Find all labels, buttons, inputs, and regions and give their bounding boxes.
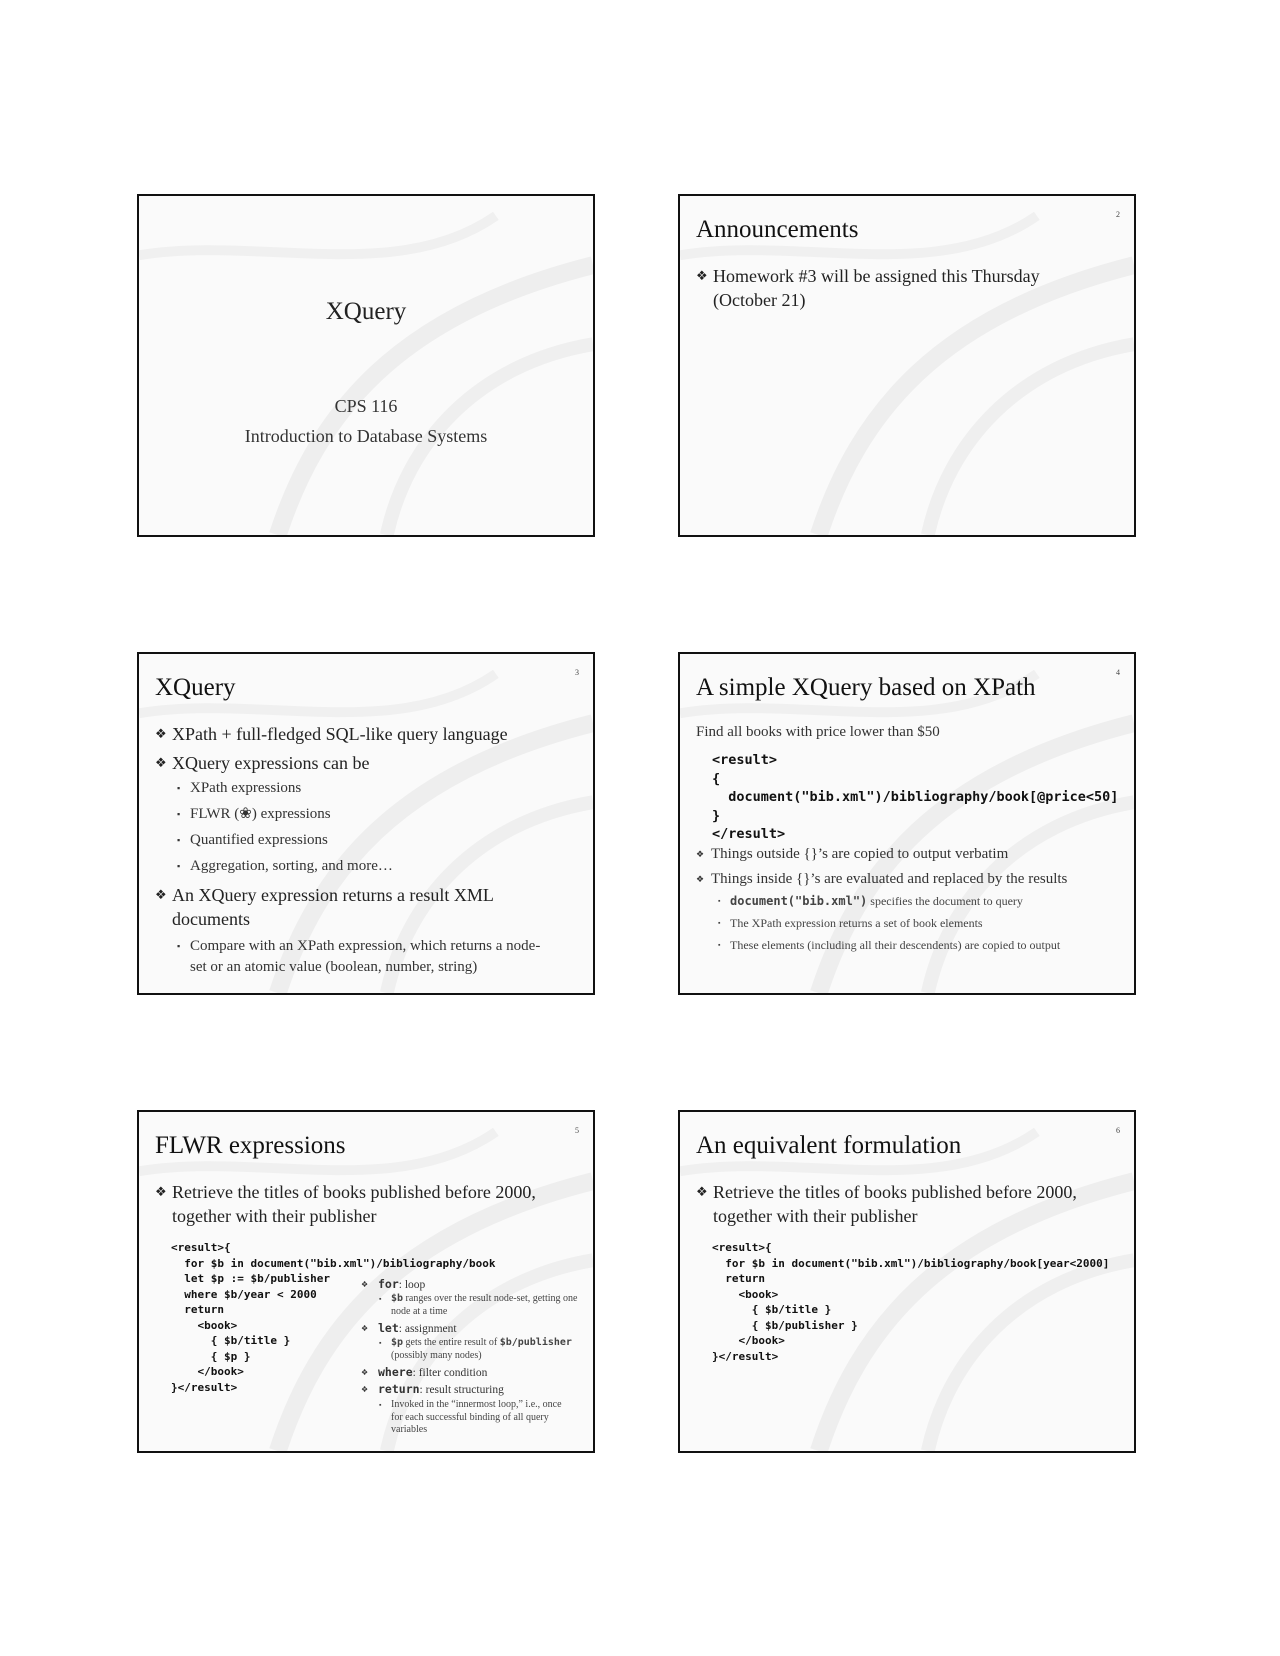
slide-1 (137, 194, 595, 537)
code-block: <result>{ for $b in document("bib.xml")/bibliography/book let $p := $b/publisher where $b/year < 2000 return <book> { $b/title } { $p } </book> }</result> (171, 1241, 496, 1394)
square-bullet-icon: ▪ (177, 861, 181, 871)
bullet: ❖ Homework #3 will be assigned this Thursday (October 21) (696, 266, 1040, 310)
diamond-bullet-icon: ❖ (155, 755, 167, 770)
diamond-bullet-icon: ❖ (361, 1280, 369, 1289)
diamond-bullet-icon: ❖ (696, 849, 705, 859)
bullet: ❖ Things outside {}’s are copied to output verbatim (696, 844, 1116, 865)
slide-5 (137, 1110, 595, 1453)
slide-title: FLWR expressions (155, 1132, 346, 1159)
sub-bullet: ▪ Quantified expressions (177, 830, 577, 851)
note-where: ❖ where: filter condition (361, 1365, 488, 1379)
square-bullet-icon: ▪ (718, 919, 721, 927)
sub-bullet: ▪ Compare with an XPath expression, which returns a node-set or an atomic value (boolean, number, string) (177, 938, 541, 975)
bullet: ❖ Things inside {}’s are evaluated and replaced by the results (696, 869, 1126, 890)
diamond-bullet-icon: ❖ (361, 1324, 369, 1333)
diamond-bullet-icon: ❖ (696, 268, 708, 283)
square-bullet-icon: ▪ (177, 809, 181, 819)
bullet: ❖ XPath + full-fledged SQL-like query language (155, 724, 508, 744)
diamond-bullet-icon: ❖ (155, 1184, 167, 1199)
square-bullet-icon: ▪ (177, 835, 181, 845)
slide-number: 6 (1116, 1126, 1120, 1135)
slide-number: 4 (1116, 668, 1120, 677)
slide-2 (678, 194, 1136, 537)
diamond-bullet-icon: ❖ (696, 1184, 708, 1199)
slide-title: An equivalent formulation (696, 1132, 962, 1159)
square-bullet-icon: ▪ (177, 783, 181, 793)
slide-number: 5 (575, 1126, 579, 1135)
square-bullet-icon: ▪ (379, 1401, 382, 1409)
square-bullet-icon: ▪ (177, 941, 181, 951)
slide-number: 3 (575, 668, 579, 677)
note-for-detail: ▪ $b ranges over the result node-set, getting one node at a time (379, 1293, 578, 1317)
bullet: ❖ Retrieve the titles of books published before 2000, together with their publisher (155, 1182, 536, 1226)
slide-title: XQuery (155, 674, 236, 701)
sub-bullet: ▪ XPath expressions (177, 778, 577, 799)
diamond-bullet-icon: ❖ (361, 1385, 369, 1394)
note-return-detail: ▪ Invoked in the “innermost loop,” i.e., once for each successful binding of all query variables (379, 1399, 562, 1435)
diamond-bullet-icon: ❖ (696, 874, 705, 884)
note-return: ❖ return: result structuring (361, 1382, 504, 1396)
course-name: Introduction to Database Systems (244, 426, 488, 446)
intro-text: Find all books with price lower than $50 (696, 724, 940, 740)
slide-title: Announcements (696, 216, 859, 243)
square-bullet-icon: ▪ (379, 1339, 382, 1347)
square-bullet-icon: ▪ (379, 1295, 382, 1303)
slide-4 (678, 652, 1136, 995)
sub-bullet: ▪ document("bib.xml") specifies the document to query (718, 894, 1023, 908)
square-bullet-icon: ▪ (718, 941, 721, 949)
sub-bullet: ▪ These elements (including all their descendents) are copied to output (718, 938, 1061, 952)
sub-bullet: ▪ FLWR (❀) expressions (177, 804, 577, 825)
note-let: ❖ let: assignment (361, 1321, 457, 1335)
note-for: ❖ for: loop (361, 1277, 426, 1291)
slide-title: A simple XQuery based on XPath (696, 674, 1036, 701)
slide-number: 2 (1116, 210, 1120, 219)
code-block: <result>{ for $b in document("bib.xml")/bibliography/book[year<2000] return <book> { $b/title } { $b/publisher } </book> }</result> (712, 1241, 1110, 1363)
bullet: ❖ An XQuery expression returns a result XML documents (155, 885, 494, 929)
diamond-bullet-icon: ❖ (155, 726, 167, 741)
diamond-bullet-icon: ❖ (361, 1368, 369, 1377)
diamond-bullet-icon: ❖ (155, 887, 167, 902)
bullet: ❖ XQuery expressions can be (155, 753, 370, 773)
sub-bullet: ▪ The XPath expression returns a set of book elements (718, 916, 983, 930)
course-code: CPS 116 (334, 396, 398, 416)
sub-bullet: ▪ Aggregation, sorting, and more… (177, 856, 577, 877)
slide-3 (137, 652, 595, 995)
bullet: ❖ Retrieve the titles of books published before 2000, together with their publisher (696, 1182, 1077, 1226)
slide-6 (678, 1110, 1136, 1453)
square-bullet-icon: ▪ (718, 897, 721, 905)
slide-title: XQuery (325, 298, 407, 325)
code-block: <result> { document("bib.xml")/bibliography/book[@price<50] } </result> (712, 752, 1119, 842)
note-let-detail: ▪ $p gets the entire result of $b/publisher (possibly many nodes) (379, 1337, 572, 1361)
